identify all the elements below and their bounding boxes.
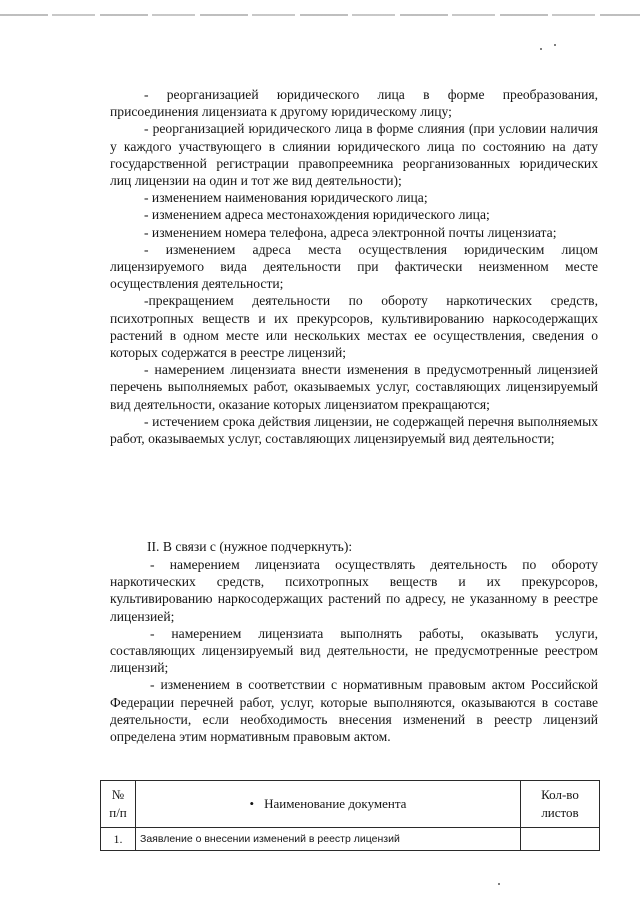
paragraph: -прекращением деятельности по обороту наркотических средств, психотропных веществ и их прекурсоров, культивированию наркосодержащих растений в одном месте или нескольких местах ее осуществления, сведения о которых содержатся в реестре лицензий; bbox=[110, 293, 598, 361]
paragraph: - изменением в соответствии с нормативным правовым актом Российской Федерации перечней работ, услуг, которые выполняются, оказываются в составе деятельности, если необходимость внесения изменений в реестр лицензий определена этим нормативным правовым актом. bbox=[110, 677, 598, 745]
row-name: Заявление о внесении изменений в реестр лицензий bbox=[136, 828, 521, 851]
document-body-part2 bbox=[110, 556, 598, 745]
header-count: Кол-во листов bbox=[521, 781, 600, 828]
documents-table bbox=[100, 780, 600, 851]
row-count bbox=[521, 828, 600, 851]
table-row bbox=[101, 828, 600, 851]
document-body-part1 bbox=[110, 86, 598, 447]
paragraph: - реорганизацией юридического лица в форме слияния (при условии наличия у каждого участвующего в слиянии юридического лица по состоянию на дату государственной регистрации правопреемника реорганизованных юридических лиц лицензии на один и тот же вид деятельности); bbox=[110, 121, 598, 189]
paragraph: - намерением лицензиата внести изменения в предусмотренный лицензией перечень выполняемых работ, оказываемых услуг, составляющих лицензируемый вид деятельности, оказание которых лицензиатом прекращаются; bbox=[110, 362, 598, 412]
scan-edge-line bbox=[0, 14, 640, 16]
table-header-row bbox=[101, 781, 600, 828]
paragraph: - изменением адреса места осуществления юридическим лицом лицензируемого вида деятельности при фактически неизменном месте осуществления деятельности; bbox=[110, 241, 598, 292]
header-name bbox=[136, 781, 521, 828]
paragraph: - изменением наименования юридического лица; bbox=[144, 190, 428, 206]
scan-speck bbox=[498, 883, 500, 885]
scan-speck bbox=[540, 48, 542, 50]
header-name-label: Наименование документа bbox=[264, 796, 407, 811]
section-heading: II. В связи с (нужное подчеркнуть): bbox=[147, 539, 353, 554]
paragraph: - намерением лицензиата осуществлять деятельность по обороту наркотических средств, психотропных веществ и их прекурсоров, культивированию наркосодержащих растений по адресу, не указанному в реестре лицензией; bbox=[110, 557, 598, 624]
paragraph: - намерением лицензиата выполнять работы, оказывать услуги, составляющих лицензируемый вид деятельности, не предусмотренные реестром лицензий; bbox=[110, 625, 598, 676]
paragraph: - изменением номера телефона, адреса электронной почты лицензиата; bbox=[144, 224, 557, 240]
paragraph: - реорганизацией юридического лица в форме преобразования, присоединения лицензиата к другому юридическому лицу; bbox=[110, 87, 598, 120]
header-num: № п/п bbox=[101, 781, 136, 828]
row-num: 1. bbox=[101, 828, 136, 851]
paragraph: - изменением адреса местонахождения юридического лица; bbox=[144, 207, 490, 223]
paragraph: - истечением срока действия лицензии, не содержащей перечня выполняемых работ, оказываемых услуг, составляющих лицензируемый вид деятельности; bbox=[110, 413, 598, 447]
scan-speck bbox=[554, 44, 556, 46]
bullet-mark: • bbox=[249, 796, 255, 811]
